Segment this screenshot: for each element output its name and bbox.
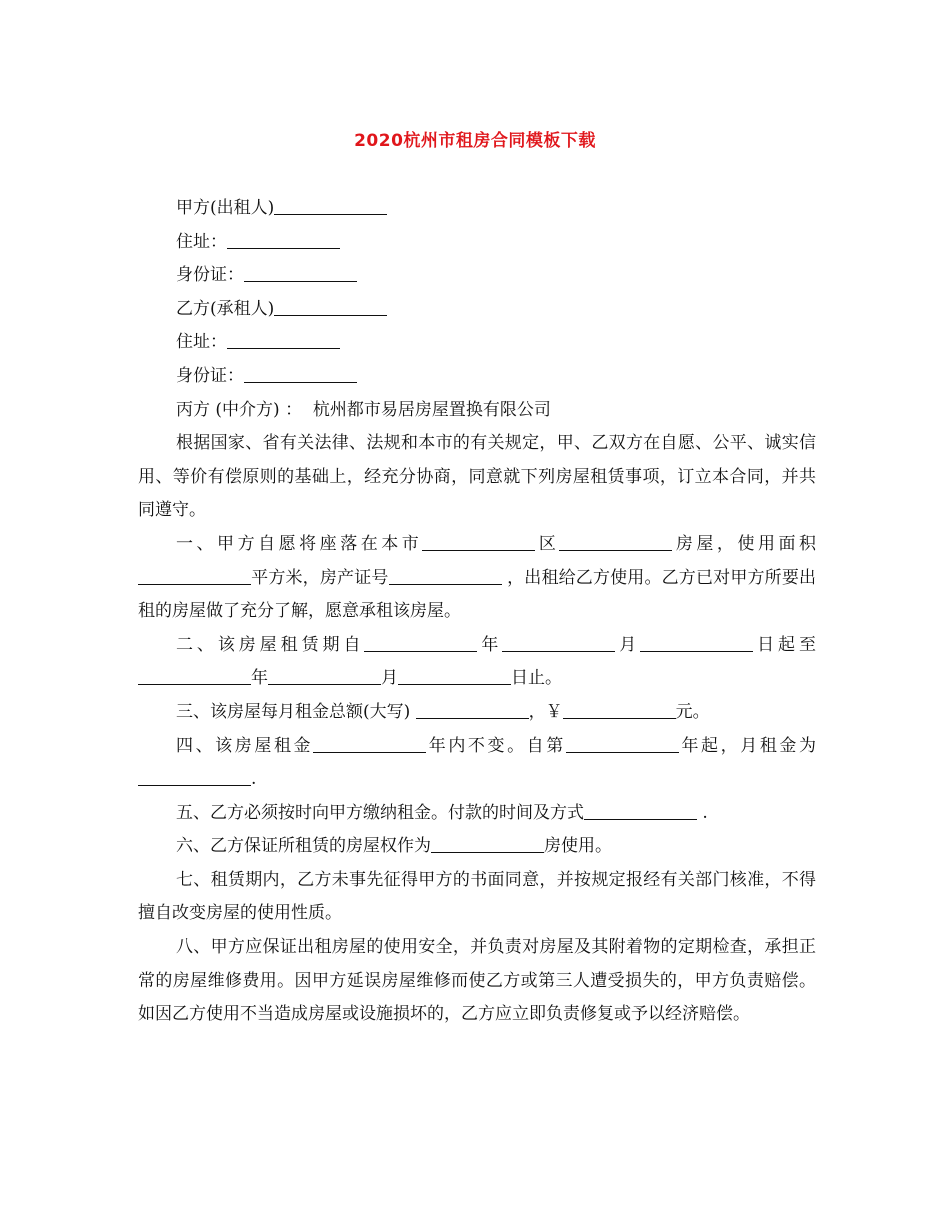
house-location-blank	[559, 531, 672, 551]
clause-6-text-b: 房使用。	[544, 836, 612, 857]
party-b-address-blank	[227, 329, 340, 349]
clause-8: 八、甲方应保证出租房屋的使用安全，并负责对房屋及其附着物的定期检查，承担正常的房屋维修费用。因甲方延误房屋维修而使乙方或第三人遭受损失的，甲方负责赔偿。如因乙方使用不当造成房屋或设施损坏的，乙方应立即负责修复或予以经济赔偿。	[138, 937, 816, 1025]
party-c-line	[138, 394, 816, 428]
clause-5	[138, 797, 816, 831]
property-cert-blank	[389, 565, 502, 585]
usage-blank	[431, 833, 544, 853]
start-day-blank	[640, 632, 753, 652]
party-b-id-label: 身份证：	[176, 365, 244, 386]
clause-3-text-b: ，￥	[528, 701, 563, 722]
party-b-address-label: 住址：	[176, 332, 227, 353]
clause-3	[138, 696, 816, 730]
party-b-address-line	[138, 326, 816, 360]
clause-1-text-b: 区	[535, 533, 560, 554]
clause-1	[138, 528, 816, 629]
party-c-label: 丙方 (中介方) ：	[176, 399, 303, 420]
clause-2-text-g: 日止。	[511, 668, 562, 689]
rent-fixed-years-blank	[313, 733, 426, 753]
party-b-label: 乙方(承租人)	[176, 298, 275, 319]
clause-4-text-d: .	[251, 769, 257, 790]
party-a-id-line	[138, 259, 816, 293]
clause-6	[138, 830, 816, 864]
party-a-id-blank	[244, 262, 357, 282]
contract-body	[138, 192, 816, 1032]
party-a-address-label: 住址：	[176, 231, 227, 252]
clause-7: 七、租赁期内，乙方未事先征得甲方的书面同意，并按规定报经有关部门核准，不得擅自改变房屋的使用性质。	[138, 869, 816, 924]
rent-amount-blank	[563, 699, 676, 719]
clause-4	[138, 730, 816, 797]
start-month-blank	[502, 632, 615, 652]
clause-6-text-a: 六、乙方保证所租赁的房屋权作为	[176, 836, 431, 857]
party-b-id-line	[138, 360, 816, 394]
clause-3-text-c: 元。	[675, 701, 710, 722]
payment-method-blank	[584, 800, 697, 820]
party-b-id-blank	[244, 363, 357, 383]
clause-4-text-a: 四、该房屋租金	[176, 735, 314, 756]
clause-5-text-a: 五、乙方必须按时向甲方缴纳租金。付款的时间及方式	[176, 802, 584, 823]
clause-2-text-c: 月	[615, 634, 641, 655]
district-blank	[422, 531, 535, 551]
clause-2	[138, 629, 816, 696]
party-a-address-line	[138, 226, 816, 260]
rent-words-blank	[416, 699, 529, 719]
clause-4-text-b: 年内不变。自第	[426, 735, 566, 756]
area-blank	[138, 565, 251, 585]
party-a-address-blank	[227, 229, 340, 249]
clause-4-text-c: 年起，月租金为	[678, 735, 817, 756]
party-b-name-blank	[274, 296, 387, 316]
clause-1-text-a: 一、甲方自愿将座落在本市	[176, 533, 423, 554]
new-rent-blank	[138, 766, 251, 786]
clause-1-text-d: 平方米，房产证号	[251, 567, 389, 588]
preamble-paragraph: 根据国家、省有关法律、法规和本市的有关规定，甲、乙双方在自愿、公平、诚实信用、等价有偿原则的基础上，经充分协商，同意就下列房屋租赁事项，订立本合同，并共同遵守。	[138, 433, 816, 521]
end-day-blank	[398, 665, 511, 685]
party-a-label: 甲方(出租人)	[176, 198, 275, 218]
clause-2-text-f: 月	[381, 668, 398, 689]
party-b-line	[138, 293, 816, 327]
clause-1-text-c: 房屋，使用面积	[672, 533, 817, 554]
start-year-blank	[364, 632, 477, 652]
clause-2-text-d: 日起至	[753, 634, 816, 655]
party-a-name-blank	[274, 195, 387, 215]
clause-1-text-e: ，出租给乙方使用。乙方已对甲方所要出租的房屋做了充分了解，愿意承租该房屋。	[138, 567, 817, 622]
end-year-blank	[138, 665, 251, 685]
clause-2-text-b: 年	[477, 634, 503, 655]
end-month-blank	[268, 665, 381, 685]
rent-change-year-blank	[566, 733, 679, 753]
party-a-id-label: 身份证：	[176, 265, 244, 286]
clause-2-text-e: 年	[251, 668, 268, 689]
party-a-line	[138, 192, 816, 226]
document-title: 2020杭州市租房合同模板下载	[354, 131, 596, 151]
party-c-name: 杭州都市易居房屋置换有限公司	[312, 399, 551, 420]
clause-5-text-b: .	[702, 802, 708, 823]
clause-3-text-a: 三、该房屋每月租金总额(大写)	[176, 701, 411, 722]
clause-2-text-a: 二、该房屋租赁期自	[176, 634, 365, 655]
